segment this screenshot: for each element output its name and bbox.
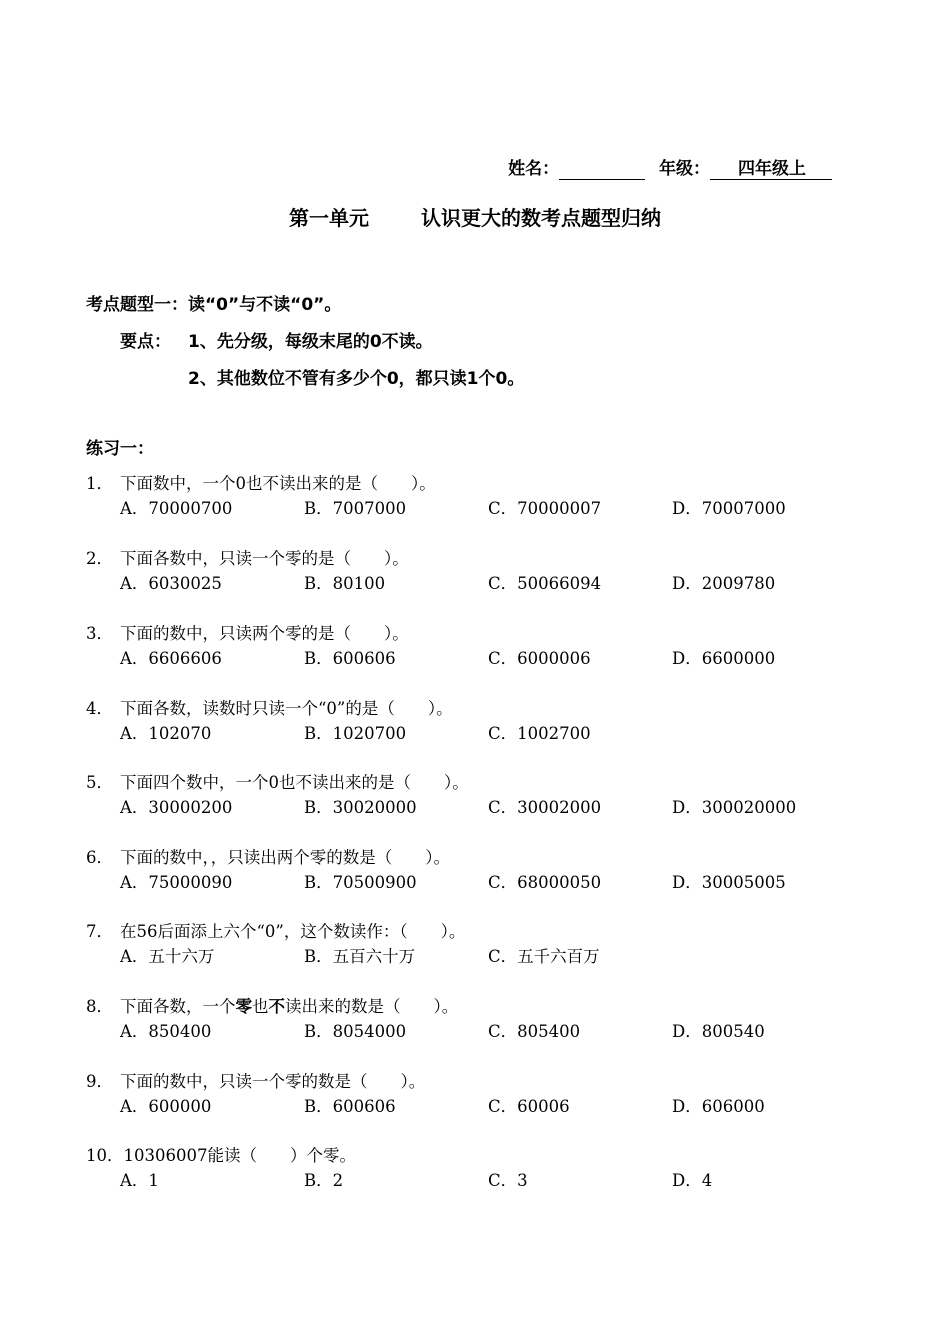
option-c: C．50066094: [488, 574, 602, 593]
unit-label: 第一单元: [289, 206, 369, 230]
question-number: 3．: [86, 624, 113, 643]
option-a: A．6606606: [120, 649, 222, 668]
option-b: B．2: [304, 1171, 344, 1190]
option-b: B．五百六十万: [304, 947, 416, 966]
option-b: B．80100: [304, 574, 386, 593]
unit-topic: 认识更大的数考点题型归纳: [421, 206, 661, 230]
question-text: 读出来的数是（ ）。: [285, 997, 459, 1016]
question-number: 10．: [86, 1146, 124, 1165]
key-points-label: 要点：: [120, 332, 171, 352]
question-10: [86, 1142, 356, 1166]
option-c: C．五千六百万: [488, 947, 600, 966]
key-point-1-text: 1、先分级，每级末尾的0不读。: [188, 332, 433, 352]
option-d: D．2009780: [672, 574, 776, 593]
option-c: C．60006: [488, 1097, 570, 1116]
question-text: 下面各数，一个: [120, 997, 236, 1016]
section-heading: 考点题型一：读“0”与不读“0”。: [86, 295, 342, 315]
option-c: C．6000006: [488, 649, 591, 668]
option-c: C．1002700: [488, 724, 591, 743]
name-blank: [559, 161, 645, 180]
question-text: 10306007能读（ ）个零。: [123, 1146, 356, 1165]
question-text: 在56后面添上六个“0”，这个数读作：（ ）。: [120, 922, 466, 941]
option-a: A．70000700: [120, 499, 233, 518]
option-d: D．6600000: [672, 649, 776, 668]
question-6: [86, 844, 450, 868]
question-text: 下面数中，一个0也不读出来的是（ ）。: [120, 474, 436, 493]
question-text: 下面的数中，只读两个零的是（ ）。: [120, 624, 409, 643]
emphasis-text: 零: [235, 997, 252, 1016]
student-info-header: [508, 154, 832, 180]
option-b: B．8054000: [304, 1022, 407, 1041]
question-number: 7．: [86, 922, 113, 941]
question-number: 6．: [86, 848, 113, 867]
emphasis-text: 不: [268, 997, 285, 1016]
grade-value: 四年级上: [710, 154, 832, 180]
option-d: D．800540: [672, 1022, 765, 1041]
option-d: D．30005005: [672, 873, 786, 892]
question-4: [86, 695, 453, 719]
question-5: [86, 769, 469, 793]
option-a: A．30000200: [120, 798, 233, 817]
name-label: 姓名：: [508, 159, 560, 179]
option-c: C．3: [488, 1171, 528, 1190]
option-a: A．102070: [120, 724, 212, 743]
question-text: 下面各数中，只读一个零的是（ ）。: [120, 549, 409, 568]
key-point-2-text: 2、其他数位不管有多少个0，都只读1个0。: [188, 369, 525, 389]
question-3: [86, 620, 409, 644]
option-d: D．606000: [672, 1097, 765, 1116]
option-b: B．600606: [304, 649, 396, 668]
question-number: 4．: [86, 699, 113, 718]
option-a: A．五十六万: [120, 947, 215, 966]
key-point-2: [120, 364, 524, 389]
option-d: D．300020000: [672, 798, 797, 817]
option-c: C．30002000: [488, 798, 602, 817]
question-number: 8．: [86, 997, 113, 1016]
option-a: A．600000: [120, 1097, 212, 1116]
question-number: 2．: [86, 549, 113, 568]
question-number: 9．: [86, 1072, 113, 1091]
option-a: A．6030025: [120, 574, 222, 593]
question-text: 下面的数中，只读一个零的数是（ ）。: [120, 1072, 426, 1091]
question-2: [86, 545, 409, 569]
option-a: A．75000090: [120, 873, 233, 892]
question-text: 也: [252, 997, 269, 1016]
option-b: B．1020700: [304, 724, 407, 743]
option-a: A．1: [120, 1171, 159, 1190]
question-8: [86, 993, 458, 1017]
option-c: C．70000007: [488, 499, 602, 518]
grade-label: 年级：: [659, 159, 710, 179]
question-number: 1．: [86, 474, 113, 493]
option-b: B．70500900: [304, 873, 417, 892]
question-text: 下面四个数中，一个0也不读出来的是（ ）。: [120, 773, 469, 792]
option-a: A．850400: [120, 1022, 212, 1041]
option-b: B．7007000: [304, 499, 407, 518]
option-b: B．600606: [304, 1097, 396, 1116]
question-number: 5．: [86, 773, 113, 792]
key-point-1: [120, 327, 433, 352]
question-text: 下面的数中，，只读出两个零的数是（ ）。: [120, 848, 450, 867]
page-title: [0, 202, 950, 231]
question-7: [86, 918, 465, 942]
practice-heading: 练习一：: [86, 439, 154, 459]
option-b: B．30020000: [304, 798, 417, 817]
question-9: [86, 1068, 425, 1092]
option-d: D．70007000: [672, 499, 786, 518]
option-c: C．68000050: [488, 873, 602, 892]
option-d: D．4: [672, 1171, 713, 1190]
option-c: C．805400: [488, 1022, 581, 1041]
question-1: [86, 470, 436, 494]
question-text: 下面各数，读数时只读一个“0”的是（ ）。: [120, 699, 453, 718]
